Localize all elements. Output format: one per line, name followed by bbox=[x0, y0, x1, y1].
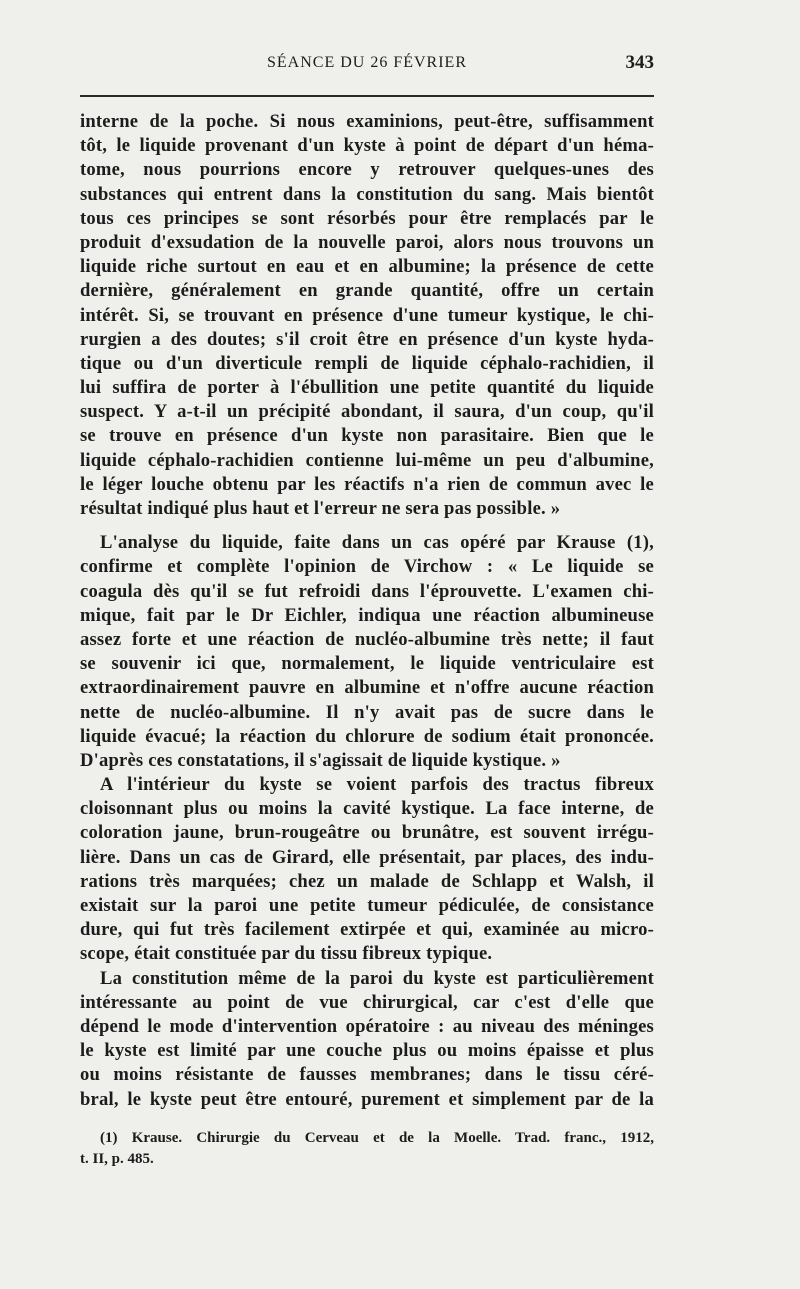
text-line: rurgien a des doutes; s'il croit être en présence d'un kyste hyda- bbox=[80, 328, 654, 350]
text-line: assez forte et une réaction de nucléo-albumine très nette; il faut bbox=[80, 628, 654, 650]
text-line: le léger louche obtenu par les réactifs n'a rien de commun avec le bbox=[80, 473, 654, 495]
running-head: SÉANCE DU 26 FÉVRIER bbox=[266, 54, 467, 71]
text-line: se souvenir ici que, normalement, le liquide ventriculaire est bbox=[80, 653, 654, 675]
text-line: La constitution même de la paroi du kyste est particulièrement bbox=[100, 967, 654, 989]
text-line: résultat indiqué plus haut et l'erreur ne sera pas possible. » bbox=[80, 498, 561, 519]
text-line: substances qui entrent dans la constitution du sang. Mais bientôt bbox=[80, 183, 654, 205]
text-line: liquide céphalo-rachidien contienne lui-même un peu d'albumine, bbox=[80, 449, 654, 471]
text-line: extraordinairement pauvre en albumine et n'offre aucune réaction bbox=[80, 677, 654, 699]
text-line: cloisonnant plus ou moins la cavité kystique. La face interne, de bbox=[80, 798, 654, 820]
header-rule bbox=[80, 95, 654, 97]
paragraph-gap bbox=[80, 521, 654, 531]
text-line: interne de la poche. Si nous examinions, peut-être, suffisamment bbox=[80, 111, 654, 132]
text-line: tôt, le liquide provenant d'un kyste à point de départ d'un héma- bbox=[80, 135, 654, 157]
text-line: liquide riche surtout en eau et en albumine; la présence de cette bbox=[80, 256, 654, 278]
paragraph bbox=[80, 531, 654, 773]
footnote-line: t. II, p. 485. bbox=[80, 1151, 154, 1167]
text-line: se trouve en présence d'un kyste non parasitaire. Bien que le bbox=[80, 425, 654, 447]
text-line: scope, était constituée par du tissu fibreux typique. bbox=[80, 943, 493, 965]
text-line: liquide évacué; la réaction du chlorure de sodium était prononcée. bbox=[80, 725, 654, 747]
text-line: dépend le mode d'intervention opératoire : au niveau des méninges bbox=[80, 1015, 654, 1037]
text-line: D'après ces constatations, il s'agissait de liquide kystique. » bbox=[80, 749, 561, 771]
footnote bbox=[80, 1128, 654, 1170]
text-line: suspect. Y a-t-il un précipité abondant, il saura, d'un coup, qu'il bbox=[80, 401, 654, 423]
text-line: tome, nous pourrions encore y retrouver quelques-unes des bbox=[80, 159, 654, 181]
text-line: lière. Dans un cas de Girard, elle présentait, par places, des indu- bbox=[80, 846, 654, 868]
text-line: A l'intérieur du kyste se voient parfois des tractus fibreux bbox=[100, 774, 654, 796]
text-line: coagula dès qu'il se fut refroidi dans l'éprouvette. L'examen chi- bbox=[80, 580, 654, 602]
text-line: L'analyse du liquide, faite dans un cas opéré par Krause (1), bbox=[100, 532, 654, 554]
text-line: mique, fait par le Dr Eichler, indiqua une réaction albumineuse bbox=[80, 604, 654, 626]
text-line: intéressante au point de vue chirurgical, car c'est d'elle que bbox=[80, 991, 654, 1013]
text-line: nette de nucléo-albumine. Il n'y avait pas de sucre dans le bbox=[80, 701, 654, 723]
text-line: confirme et complète l'opinion de Virchow : « Le liquide se bbox=[80, 556, 654, 578]
text-line: coloration jaune, brun-rougeâtre ou brunâtre, est souvent irrégu- bbox=[80, 822, 654, 844]
footnote-line: (1) Krause. Chirurgie du Cerveau et de la Moelle. Trad. franc., 1912, bbox=[100, 1130, 654, 1146]
body-text bbox=[80, 110, 654, 1112]
text-line: tique ou d'un diverticule rempli de liquide céphalo-rachidien, il bbox=[80, 352, 654, 374]
text-line: lui suffira de porter à l'ébullition une petite quantité du liquide bbox=[80, 377, 654, 399]
paragraph bbox=[80, 110, 654, 521]
text-line: intérêt. Si, se trouvant en présence d'une tumeur kystique, le chi- bbox=[80, 304, 654, 326]
page-number: 343 bbox=[625, 52, 654, 73]
paragraph bbox=[80, 967, 654, 1112]
text-line: tous ces principes se sont résorbés pour être remplacés par le bbox=[80, 207, 654, 229]
text-line: bral, le kyste peut être entouré, purement et simplement par de la bbox=[80, 1088, 654, 1110]
text-line: existait sur la paroi une petite tumeur pédiculée, de consistance bbox=[80, 895, 654, 916]
paragraph bbox=[80, 773, 654, 967]
text-line: produit d'exsudation de la nouvelle paroi, alors nous trouvons un bbox=[80, 231, 654, 253]
page-header bbox=[80, 52, 654, 78]
text-line: rations très marquées; chez un malade de Schlapp et Walsh, il bbox=[80, 870, 654, 892]
text-line: ou moins résistante de fausses membranes; dans le tissu céré- bbox=[80, 1064, 654, 1086]
text-line: dernière, généralement en grande quantité, offre un certain bbox=[80, 280, 654, 302]
text-line: le kyste est limité par une couche plus ou moins épaisse et plus bbox=[80, 1040, 654, 1062]
text-line: dure, qui fut très facilement extirpée et qui, examinée au micro- bbox=[80, 919, 654, 941]
